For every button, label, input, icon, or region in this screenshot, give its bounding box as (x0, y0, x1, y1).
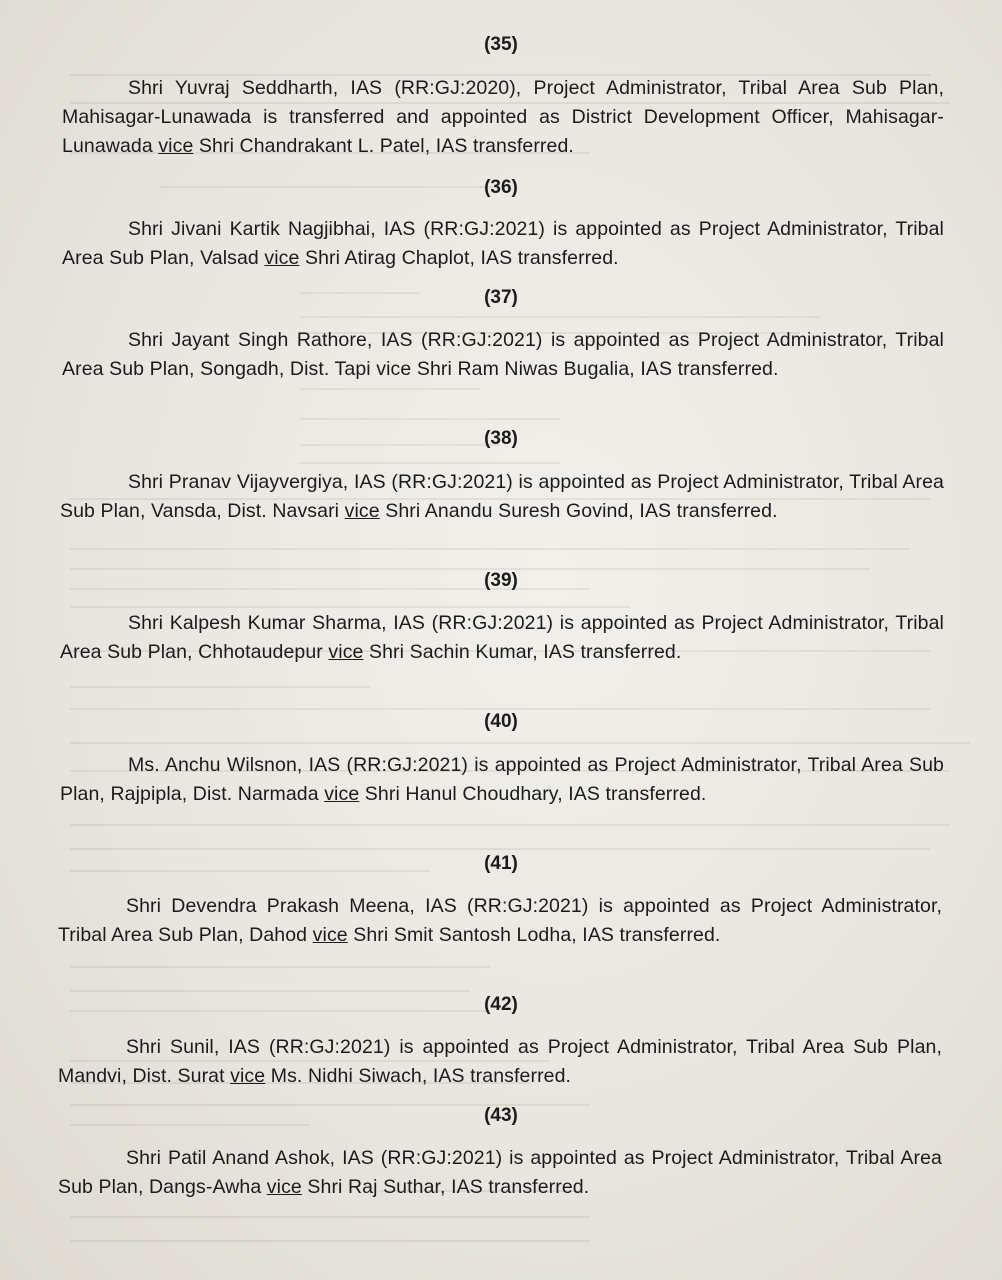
order-text: Shri Atirag Chaplot, IAS transferred. (299, 247, 619, 269)
order-text: Ms. Anchu Wilsnon, IAS (RR:GJ:2021) is appointed as Project Administrator, Tribal Area Sub Plan, Rajpipla, Dist. Narmada (60, 754, 944, 805)
order-text: Shri Jayant Singh Rathore, IAS (RR:GJ:2021) is appointed as Project Administrator, Tribal Area Sub Plan, Songadh, Dist. Tapi vice Shri Ram Niwas Bugalia, IAS transferred. (62, 329, 944, 380)
order-text: Shri Yuvraj Seddharth, IAS (RR:GJ:2020), Project Administrator, Tribal Area Sub Plan, Mahisagar-Lunawada is transferred and appointed as District Development Officer, Mahisagar-Lunawada (62, 77, 944, 157)
order-text: Shri Devendra Prakash Meena, IAS (RR:GJ:2021) is appointed as Project Administrator, Tribal Area Sub Plan, Dahod (58, 895, 942, 946)
order-paragraph (62, 74, 944, 161)
vice-word: vice (324, 783, 360, 805)
order-text: Shri Raj Suthar, IAS transferred. (301, 1176, 590, 1198)
order-text: Shri Patil Anand Ashok, IAS (RR:GJ:2021) is appointed as Project Administrator, Tribal Area Sub Plan, Dangs-Awha (58, 1147, 942, 1198)
order-number: (42) (484, 994, 518, 1015)
vice-word: vice (264, 247, 300, 269)
order-number: (40) (484, 711, 518, 732)
order-number: (39) (484, 570, 518, 591)
order-text: Shri Pranav Vijayvergiya, IAS (RR:GJ:2021) is appointed as Project Administrator, Tribal Area Sub Plan, Vansda, Dist. Navsari (60, 471, 944, 522)
vice-word: vice (312, 924, 348, 946)
order-paragraph (60, 751, 944, 809)
vice-word: vice (158, 135, 194, 157)
order-text: Shri Anandu Suresh Govind, IAS transferred. (379, 500, 778, 522)
vice-word: vice (230, 1065, 266, 1087)
order-number: (38) (484, 428, 518, 449)
order-text: Shri Hanul Choudhary, IAS transferred. (359, 783, 707, 805)
order-number: (43) (484, 1105, 518, 1126)
order-number: (36) (484, 177, 518, 198)
order-text: Shri Smit Santosh Lodha, IAS transferred. (347, 924, 721, 946)
order-paragraph (62, 326, 944, 384)
order-number: (37) (484, 287, 518, 308)
order-text: Shri Kalpesh Kumar Sharma, IAS (RR:GJ:2021) is appointed as Project Administrator, Tribal Area Sub Plan, Chhotaudepur (60, 612, 944, 663)
order-paragraph (62, 215, 944, 273)
order-number: (41) (484, 853, 518, 874)
vice-word: vice (328, 641, 364, 663)
order-number: (35) (484, 34, 518, 55)
order-text: Shri Sachin Kumar, IAS transferred. (363, 641, 682, 663)
order-paragraph (58, 1033, 942, 1091)
vice-word: vice (266, 1176, 302, 1198)
order-text: Shri Chandrakant L. Patel, IAS transferred. (193, 135, 574, 157)
order-paragraph (58, 892, 942, 950)
order-paragraph (60, 609, 944, 667)
order-text: Shri Jivani Kartik Nagjibhai, IAS (RR:GJ:2021) is appointed as Project Administrator, Tribal Area Sub Plan, Valsad (62, 218, 944, 269)
order-text: Shri Sunil, IAS (RR:GJ:2021) is appointed as Project Administrator, Tribal Area Sub Plan, Mandvi, Dist. Surat (58, 1036, 942, 1087)
order-text: Ms. Nidhi Siwach, IAS transferred. (265, 1065, 572, 1087)
order-paragraph (58, 1144, 942, 1202)
vice-word: vice (344, 500, 380, 522)
order-paragraph (60, 468, 944, 526)
